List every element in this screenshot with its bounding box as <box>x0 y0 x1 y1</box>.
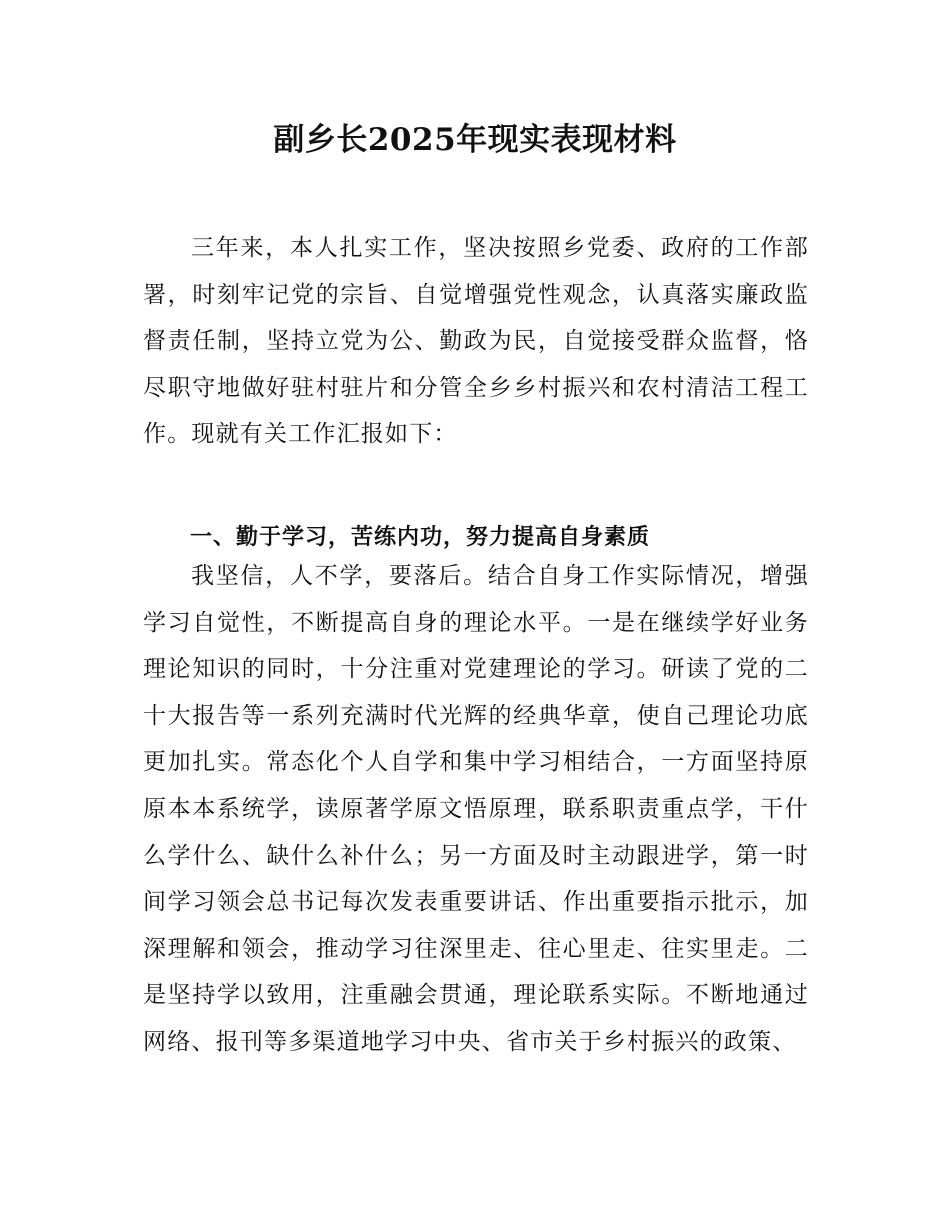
intro-paragraph: 三年来，本人扎实工作，坚决按照乡党委、政府的工作部署，时刻牢记党的宗旨、自觉增强党性观念，认真落实廉政监督责任制，坚持立党为公、勤政为民，自觉接受群众监督，恪尽职守地做好驻村驻片和分管全乡乡村振兴和农村清洁工程工作。现就有关工作汇报如下： <box>143 235 809 448</box>
section-heading: 一、勤于学习，苦练内功，努力提高自身素质 <box>190 525 651 550</box>
document-title: 副乡长2025年现实表现材料 <box>273 122 677 158</box>
section-paragraph: 我坚信，人不学，要落后。结合自身工作实际情况，增强学习自觉性，不断提高自身的理论水平。一是在继续学好业务理论知识的同时，十分注重对党建理论的学习。研读了党的二十大报告等一系列充满时代光辉的经典华章，使自己理论功底更加扎实。常态化个人自学和集中学习相结合，一方面坚持原原本本系统学，读原著学原文悟原理，联系职责重点学，干什么学什么、缺什么补什么；另一方面及时主动跟进学，第一时间学习领会总书记每次发表重要讲话、作出重要指示批示，加深理解和领会，推动学习往深里走、往心里走、往实里走。二是坚持学以致用，注重融会贯通，理论联系实际。不断地通过网络、报刊等多渠道地学习中央、省市关于乡村振兴的政策、 <box>143 563 809 1055</box>
